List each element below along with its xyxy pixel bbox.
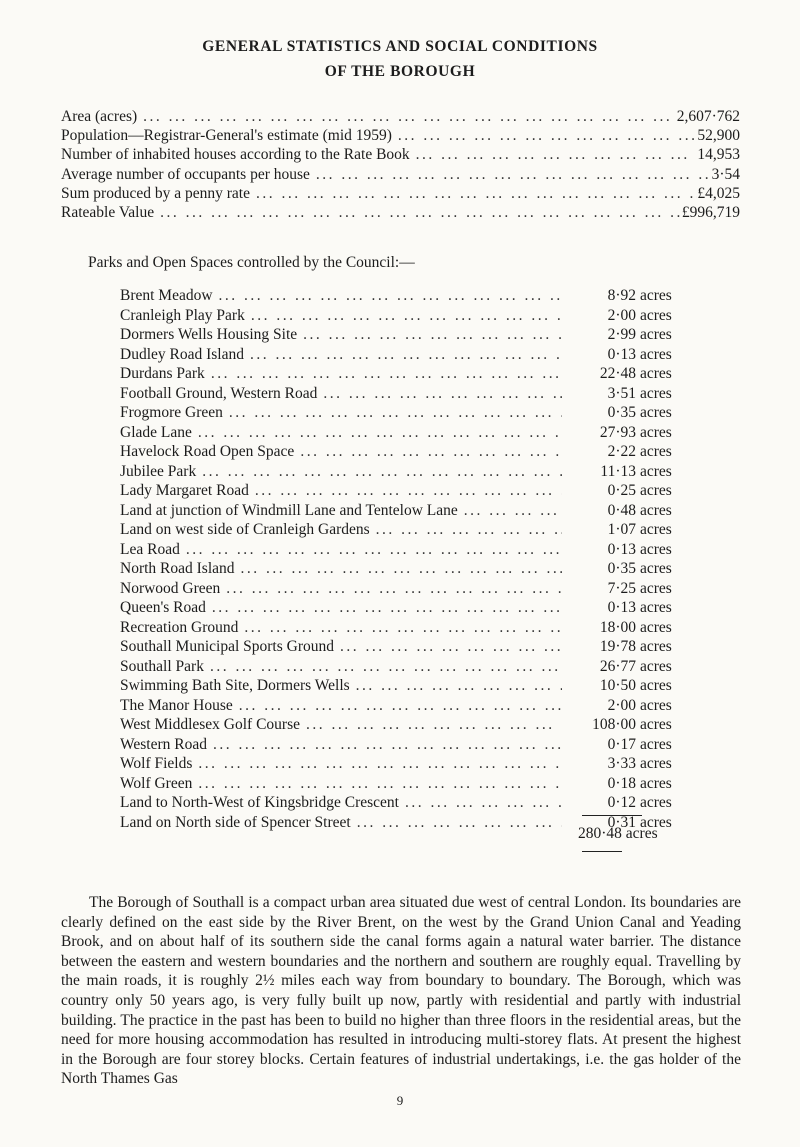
leader-dots: [192, 754, 562, 774]
park-unit: acres: [640, 423, 672, 441]
park-name: Jubilee Park: [120, 462, 197, 480]
total-rule-top: [582, 815, 642, 816]
park-unit: acres: [640, 287, 672, 304]
park-unit: acres: [640, 521, 672, 538]
park-acres: 0·48: [607, 501, 636, 519]
park-area: [562, 481, 710, 501]
park-name: Durdans Park: [120, 365, 205, 382]
leader-dots: [317, 384, 562, 404]
park-unit: acres: [640, 599, 672, 616]
park-row: [120, 559, 710, 579]
park-row: [120, 345, 710, 365]
leader-dots: [297, 325, 562, 345]
park-acres: 27·93: [599, 423, 636, 441]
park-row: [120, 540, 710, 560]
park-unit: acres: [640, 462, 672, 480]
park-acres: 0·13: [607, 540, 636, 558]
park-unit: acres: [640, 813, 672, 831]
park-acres: 11·13: [600, 462, 636, 480]
stat-value: £4,025: [697, 184, 740, 202]
stat-label: Average number of occupants per house: [61, 165, 310, 183]
park-acres: 3·51: [607, 384, 636, 402]
body-paragraph: The Borough of Southall is a compact urban area situated due west of central London. Its boundaries are clearly defined on the east side by the River Brent, on the west by the Grand Union Canal and Yeading Brook, and on about half of its southern side the canal forms again a natural water barrier. The distance between the eastern and western boundaries and the northern and southern are roughly equal. Travelling by the main roads, it is roughly 2½ miles each way from boundary to boundary. The Borough, which was country only 50 years ago, is very fully built up now, partly with residential and partly with industrial building. The practice in the past has been to build no higher than three floors in the residential areas, but the need for more housing accommodation has resulted in introducing multi-storey flats. At present the highest in the Borough are four storey blocks. Certain features of industrial undertakings, i.e. the gas holder of the North Thames Gas: [61, 894, 741, 1088]
park-area: [562, 403, 710, 423]
park-acres: 19·78: [599, 638, 636, 655]
stat-value: 2,607·762: [676, 108, 740, 125]
heading-line-2: OF THE BOROUGH: [324, 63, 476, 80]
stat-row: [61, 184, 740, 203]
park-unit: acres: [640, 794, 672, 811]
park-unit: acres: [640, 501, 672, 519]
park-area: [562, 520, 710, 540]
park-area: [562, 345, 710, 365]
park-name: Lea Road: [120, 540, 180, 558]
park-row: [120, 501, 710, 521]
park-name: West Middlesex Golf Course: [120, 716, 300, 733]
park-row: [120, 637, 710, 657]
park-unit: acres: [640, 345, 672, 363]
park-acres: 0·13: [607, 599, 636, 616]
stat-value: 3·54: [711, 165, 740, 183]
park-unit: acres: [640, 696, 672, 714]
park-acres: 0·12: [607, 794, 636, 811]
leader-dots: [233, 696, 562, 716]
park-row: [120, 423, 710, 443]
park-acres: 7·25: [607, 579, 636, 597]
leader-dots: [238, 618, 562, 638]
parks-list: [120, 286, 710, 832]
park-row: [120, 403, 710, 423]
park-unit: acres: [640, 774, 672, 792]
park-area: [562, 462, 710, 482]
park-unit: acres: [640, 579, 672, 597]
park-unit: acres: [640, 618, 672, 636]
leader-dots: [399, 793, 562, 813]
leader-dots: [334, 637, 562, 657]
park-name: Southall Park: [120, 657, 204, 675]
leader-dots: [154, 203, 682, 222]
leader-dots: [220, 579, 562, 599]
park-unit: acres: [640, 306, 672, 324]
leader-dots: [207, 735, 562, 755]
park-name: Glade Lane: [120, 423, 192, 441]
park-row: [120, 696, 710, 716]
park-acres: 0·35: [607, 404, 636, 421]
leader-dots: [192, 423, 562, 443]
park-row: [120, 598, 710, 618]
stat-value: £996,719: [681, 203, 740, 221]
park-area: [562, 618, 710, 638]
page-number: 9: [396, 1093, 404, 1108]
park-area: [562, 306, 710, 326]
park-row: [120, 442, 710, 462]
park-acres: 0·18: [607, 774, 636, 792]
park-area: [562, 364, 710, 384]
leader-dots: [294, 442, 562, 462]
park-unit: acres: [640, 540, 672, 558]
leader-dots: [196, 462, 562, 482]
park-unit: acres: [640, 638, 672, 655]
park-name: Recreation Ground: [120, 618, 239, 636]
stat-value: 52,900: [697, 127, 740, 145]
park-area: [562, 657, 710, 677]
park-row: [120, 715, 710, 735]
park-acres: 0·17: [607, 735, 636, 753]
leader-dots: [250, 184, 697, 203]
park-row: [120, 462, 710, 482]
park-row: [120, 618, 710, 638]
park-acres: 0·13: [607, 345, 636, 363]
park-area: [562, 676, 710, 696]
park-name: Swimming Bath Site, Dormers Wells: [120, 677, 350, 694]
park-acres: 0·35: [607, 560, 636, 577]
park-area: [562, 793, 710, 813]
stat-label: Area (acres): [61, 108, 138, 125]
park-area: [562, 598, 710, 618]
park-name: Western Road: [120, 735, 207, 753]
park-area: [562, 384, 710, 404]
park-acres: 108·00: [592, 716, 636, 733]
leader-dots: [410, 145, 698, 164]
park-unit: acres: [640, 735, 672, 753]
park-acres: 8·92: [607, 287, 636, 304]
stat-value: 14,953: [697, 146, 740, 164]
park-area: [562, 423, 710, 443]
park-area: [562, 325, 710, 345]
park-row: [120, 364, 710, 384]
park-name: Cranleigh Play Park: [120, 306, 245, 324]
park-row: [120, 579, 710, 599]
park-unit: acres: [640, 404, 672, 421]
park-unit: acres: [640, 326, 672, 343]
leader-dots: [213, 286, 562, 306]
parks-intro: Parks and Open Spaces controlled by the Council:—: [88, 254, 415, 271]
park-area: [562, 715, 710, 735]
stat-label: Number of inhabited houses according to the Rate Book: [61, 146, 410, 164]
leader-dots: [204, 657, 562, 677]
park-row: [120, 793, 710, 813]
park-name: Dormers Wells Housing Site: [120, 326, 298, 343]
park-acres: 2·00: [607, 306, 636, 324]
park-unit: acres: [640, 755, 672, 772]
leader-dots: [300, 715, 562, 735]
general-statistics-table: [61, 107, 740, 222]
leader-dots: [244, 345, 562, 365]
park-name: Land on North side of Spencer Street: [120, 813, 351, 831]
park-area: [562, 579, 710, 599]
park-unit: acres: [640, 384, 672, 402]
park-acres: 1·07: [607, 521, 636, 538]
leader-dots: [392, 126, 697, 145]
park-row: [120, 774, 710, 794]
stat-label: Population—Registrar-General's estimate (mid 1959): [61, 127, 392, 145]
leader-dots: [350, 676, 562, 696]
park-name: Wolf Fields: [120, 755, 193, 772]
heading-line-1: GENERAL STATISTICS AND SOCIAL CONDITIONS: [202, 38, 598, 55]
park-name: Havelock Road Open Space: [120, 443, 295, 460]
leader-dots: [192, 774, 562, 794]
park-row: [120, 735, 710, 755]
park-unit: acres: [640, 657, 672, 675]
park-area: [562, 501, 710, 521]
stat-label: Rateable Value: [61, 203, 155, 221]
park-acres: 18·00: [599, 618, 636, 636]
park-area: [562, 774, 710, 794]
leader-dots: [370, 520, 562, 540]
park-acres: 3·33: [607, 755, 636, 772]
park-area: [562, 559, 710, 579]
park-area: [562, 637, 710, 657]
park-unit: acres: [640, 560, 672, 577]
park-unit: acres: [640, 716, 672, 733]
park-name: Lady Margaret Road: [120, 482, 249, 499]
leader-dots: [206, 598, 562, 618]
park-name: Dudley Road Island: [120, 345, 244, 363]
park-unit: acres: [640, 482, 672, 499]
leader-dots: [245, 306, 562, 326]
stat-label: Sum produced by a penny rate: [61, 184, 250, 202]
park-unit: acres: [640, 443, 672, 460]
park-name: Southall Municipal Sports Ground: [120, 638, 334, 655]
park-acres: 22·48: [599, 365, 636, 382]
stat-row: [61, 107, 740, 126]
park-acres: 0·25: [607, 482, 636, 499]
park-name: Football Ground, Western Road: [120, 384, 318, 402]
leader-dots: [235, 559, 562, 579]
leader-dots: [137, 107, 677, 126]
stat-row: [61, 203, 740, 222]
park-row: [120, 286, 710, 306]
park-area: [562, 286, 710, 306]
park-row: [120, 306, 710, 326]
park-area: [562, 735, 710, 755]
leader-dots: [351, 813, 562, 833]
stat-row: [61, 126, 740, 145]
leader-dots: [458, 501, 562, 521]
park-name: The Manor House: [120, 696, 233, 714]
park-area: [562, 696, 710, 716]
park-row: [120, 384, 710, 404]
park-name: Land at junction of Windmill Lane and Tentelow Lane: [120, 501, 458, 519]
park-acres: 10·50: [599, 677, 636, 694]
total-unit: acres: [625, 825, 658, 842]
stat-row: [61, 145, 740, 164]
park-acres: 2·22: [607, 443, 636, 460]
park-row: [120, 676, 710, 696]
park-name: Wolf Green: [120, 774, 193, 792]
leader-dots: [310, 165, 712, 184]
park-unit: acres: [640, 365, 672, 382]
park-row: [120, 481, 710, 501]
park-area: [562, 540, 710, 560]
park-acres: 0·31: [607, 813, 636, 831]
park-row: [120, 520, 710, 540]
park-acres: 2·00: [607, 696, 636, 714]
stat-row: [61, 165, 740, 184]
leader-dots: [249, 481, 562, 501]
park-area: [562, 754, 710, 774]
parks-total: [578, 825, 658, 843]
park-name: North Road Island: [120, 560, 235, 577]
leader-dots: [205, 364, 562, 384]
park-acres: 2·99: [607, 326, 636, 343]
leader-dots: [223, 403, 562, 423]
total-acres: 280·48: [578, 825, 622, 842]
park-name: Land on west side of Cranleigh Gardens: [120, 521, 370, 538]
park-name: Land to North-West of Kingsbridge Crescent: [120, 794, 399, 811]
park-name: Queen's Road: [120, 599, 206, 616]
park-row: [120, 657, 710, 677]
park-name: Norwood Green: [120, 579, 221, 597]
park-row: [120, 754, 710, 774]
park-acres: 26·77: [599, 657, 636, 675]
park-row: [120, 325, 710, 345]
park-area: [562, 442, 710, 462]
park-name: Frogmore Green: [120, 404, 223, 421]
total-rule-bottom: [582, 851, 622, 852]
leader-dots: [180, 540, 562, 560]
park-unit: acres: [640, 677, 672, 694]
park-name: Brent Meadow: [120, 287, 213, 304]
